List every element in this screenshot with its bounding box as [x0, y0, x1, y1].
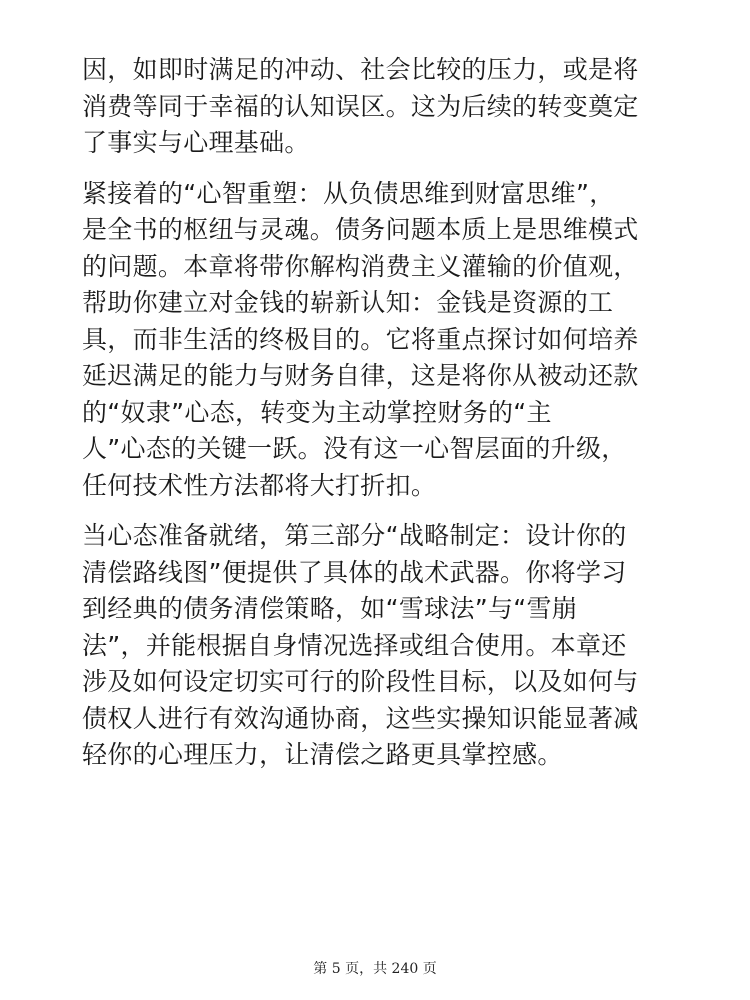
text-line: 紧接着的“心智重塑：从负债思维到财富思维”，	[82, 178, 615, 208]
text-line: 了事实与心理基础。	[82, 128, 310, 157]
text-line: 具，而非生活的终极目的。它将重点探讨如何培养	[82, 324, 639, 354]
text-line: 法”，并能根据自身情况选择或组合使用。本章还	[82, 630, 627, 660]
text-line: 消费等同于幸福的认知误区。这为后续的转变奠定	[82, 91, 639, 121]
text-line: 的问题。本章将带你解构消费主义灌输的价值观，	[82, 251, 639, 281]
page-number: 第 5 页，共 240 页	[313, 961, 437, 977]
text-line: 是全书的枢纽与灵魂。债务问题本质上是思维模式	[82, 215, 639, 244]
text-line: 因，如即时满足的冲动、社会比较的压力，或是将	[82, 55, 639, 84]
text-line: 到经典的债务清偿策略，如“雪球法”与“雪崩	[82, 594, 578, 623]
text-line: 任何技术性方法都将大打折扣。	[82, 470, 437, 500]
text-line: 当心态准备就绪，第三部分“战略制定：设计你的	[82, 521, 627, 550]
text-line: 债权人进行有效沟通协商，这些实操知识能显著减	[82, 703, 639, 733]
paragraph-2	[82, 176, 672, 505]
text-line: 的“奴隶”心态，转变为主动掌控财务的“主	[82, 397, 552, 427]
text-line: 清偿路线图”便提供了具体的战术武器。你将学习	[82, 557, 627, 587]
paragraph-3	[82, 518, 672, 774]
text-line: 人”心态的关键一跃。没有这一心智层面的升级，	[82, 434, 627, 463]
body-text	[82, 52, 672, 788]
paragraph-1	[82, 52, 672, 162]
text-line: 涉及如何设定切实可行的阶段性目标，以及如何与	[82, 667, 639, 696]
text-line: 帮助你建立对金钱的崭新认知：金钱是资源的工	[82, 288, 614, 317]
text-line: 轻你的心理压力，让清偿之路更具掌控感。	[82, 740, 563, 769]
text-line: 延迟满足的能力与财务自律，这是将你从被动还款	[82, 361, 639, 390]
